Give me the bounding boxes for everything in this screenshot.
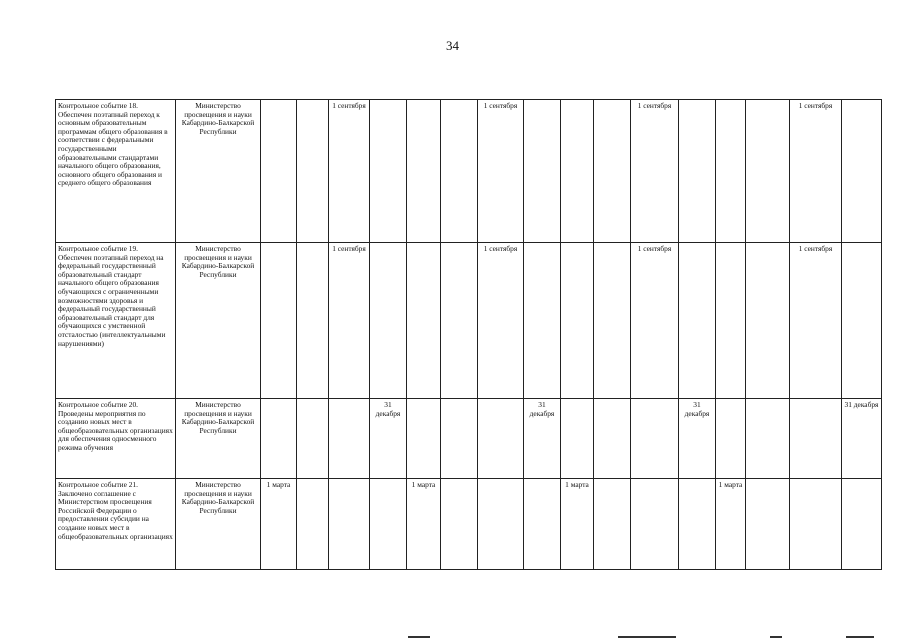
schedule-date-cell	[842, 479, 882, 570]
schedule-date-cell	[441, 243, 478, 399]
schedule-date-cell	[716, 243, 746, 399]
schedule-date-cell	[746, 399, 790, 479]
schedule-date-cell	[746, 479, 790, 570]
schedule-date-cell	[329, 479, 370, 570]
schedule-date-cell: 1 сентября	[478, 243, 524, 399]
schedule-date-cell: 1 сентября	[329, 243, 370, 399]
control-event-cell: Контрольное событие 21. Заключено соглашение с Министерством просвещения Российской Федерации о предоставлении субсидии на создание новых мест в общеобразовательных организациях	[56, 479, 176, 570]
schedule-date-cell	[524, 100, 561, 243]
schedule-date-cell	[716, 100, 746, 243]
schedule-date-cell	[594, 243, 631, 399]
schedule-date-cell: 31 декабря	[842, 399, 882, 479]
table-row	[56, 479, 882, 570]
schedule-date-cell	[746, 243, 790, 399]
schedule-date-cell	[594, 479, 631, 570]
schedule-date-cell	[407, 243, 441, 399]
schedule-date-cell	[329, 399, 370, 479]
control-event-cell: Контрольное событие 20. Проведены мероприятия по созданию новых мест в общеобразовательных организациях для обеспечения односменного режима обучения	[56, 399, 176, 479]
schedule-date-cell: 1 сентября	[631, 243, 679, 399]
schedule-date-cell: 1 сентября	[329, 100, 370, 243]
schedule-date-cell	[297, 243, 329, 399]
schedule-date-cell	[370, 243, 407, 399]
responsible-executor-cell: Министерство просвещения и науки Кабардино-Балкарской Республики	[176, 243, 261, 399]
schedule-date-cell: 1 марта	[407, 479, 441, 570]
schedule-date-cell	[842, 243, 882, 399]
schedule-date-cell	[441, 479, 478, 570]
schedule-date-cell: 1 марта	[261, 479, 297, 570]
schedule-date-cell	[297, 100, 329, 243]
responsible-executor-cell: Министерство просвещения и науки Кабардино-Балкарской Республики	[176, 399, 261, 479]
schedule-date-cell: 31 декабря	[679, 399, 716, 479]
schedule-date-cell	[478, 479, 524, 570]
schedule-date-cell	[594, 399, 631, 479]
schedule-date-cell	[790, 479, 842, 570]
schedule-date-cell	[679, 479, 716, 570]
schedule-date-cell: 1 сентября	[478, 100, 524, 243]
control-event-cell: Контрольное событие 19. Обеспечен поэтапный переход на федеральный государственный образовательный стандарт начального общего образования обучающихся с ограниченными возможностями здоровья и федеральный государственный образовательный стандарт для обучающихся с умственной отсталостью (интеллектуальными нарушениями)	[56, 243, 176, 399]
scan-edge-marks	[0, 634, 905, 640]
schedule-date-cell	[407, 399, 441, 479]
schedule-date-cell	[370, 100, 407, 243]
schedule-date-cell	[370, 479, 407, 570]
schedule-date-cell	[297, 479, 329, 570]
schedule-date-cell: 31 декабря	[370, 399, 407, 479]
schedule-date-cell	[594, 100, 631, 243]
schedule-date-cell	[561, 100, 594, 243]
schedule-date-cell	[679, 100, 716, 243]
page-number: 34	[446, 38, 459, 53]
schedule-date-cell: 1 марта	[561, 479, 594, 570]
schedule-date-cell	[524, 243, 561, 399]
table-row	[56, 399, 882, 479]
schedule-date-cell	[441, 399, 478, 479]
responsible-executor-cell: Министерство просвещения и науки Кабардино-Балкарской Республики	[176, 479, 261, 570]
control-event-cell: Контрольное событие 18. Обеспечен поэтапный переход к основным образовательным программам общего образования в соответствии с федеральными государственными образовательными стандартами начального общего образования, основного общего образования и среднего общего образования	[56, 100, 176, 243]
schedule-date-cell	[842, 100, 882, 243]
schedule-date-cell	[561, 399, 594, 479]
schedule-date-cell	[631, 479, 679, 570]
schedule-date-cell	[716, 399, 746, 479]
schedule-date-cell	[261, 100, 297, 243]
schedule-date-cell: 1 сентября	[631, 100, 679, 243]
schedule-date-cell: 1 марта	[716, 479, 746, 570]
table-row	[56, 243, 882, 399]
schedule-date-cell	[478, 399, 524, 479]
schedule-date-cell	[261, 243, 297, 399]
schedule-date-cell	[297, 399, 329, 479]
schedule-date-cell: 1 сентября	[790, 100, 842, 243]
schedule-date-cell: 1 сентября	[790, 243, 842, 399]
schedule-date-cell	[561, 243, 594, 399]
schedule-date-cell	[790, 399, 842, 479]
schedule-date-cell	[441, 100, 478, 243]
schedule-date-cell	[631, 399, 679, 479]
control-events-table	[55, 99, 882, 570]
schedule-date-cell: 31 декабря	[524, 399, 561, 479]
table-row	[56, 100, 882, 243]
schedule-date-cell	[746, 100, 790, 243]
responsible-executor-cell: Министерство просвещения и науки Кабардино-Балкарской Республики	[176, 100, 261, 243]
schedule-date-cell	[679, 243, 716, 399]
schedule-date-cell	[261, 399, 297, 479]
schedule-date-cell	[524, 479, 561, 570]
schedule-date-cell	[407, 100, 441, 243]
